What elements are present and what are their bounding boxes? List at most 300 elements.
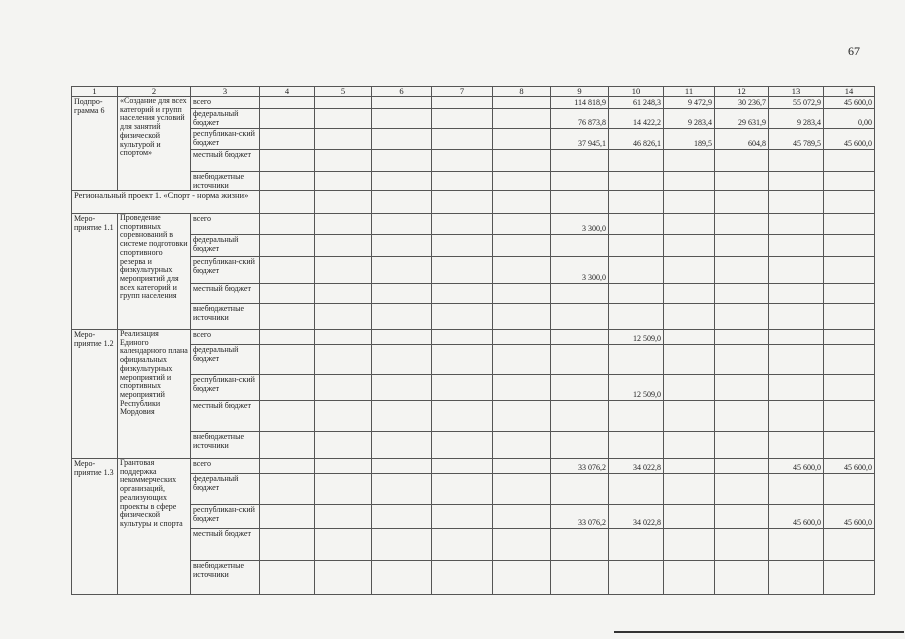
program-value-col-12: 29 631,9 [715,109,769,129]
measure-3-source-label: внебюджетные источники [191,561,260,595]
measure-2-value-col-12 [715,432,769,459]
measure-3-row [72,474,875,505]
measure-2-value-col-13 [769,330,824,345]
measure-2-row [72,401,875,432]
measure-2-value-col-14 [824,432,875,459]
program-row [72,109,875,129]
regional-project-empty-cell [824,191,875,214]
program-value-col-13: 55 072,9 [769,97,824,109]
measure-1-value-col-4 [260,235,315,257]
measure-1-value-col-11 [664,257,715,284]
program-value-col-12 [715,172,769,191]
program-value-col-10 [609,172,664,191]
measure-1-value-col-7 [432,235,493,257]
table-body [72,87,875,595]
program-row [72,97,875,109]
measure-3-value-col-11 [664,505,715,529]
measure-2-value-col-11 [664,375,715,401]
measure-1-value-col-8 [493,214,551,235]
measure-2-value-col-8 [493,401,551,432]
measure-3-value-col-5 [315,459,372,474]
measure-3-value-col-12 [715,459,769,474]
header-cell-4: 4 [260,87,315,97]
measure-1-value-col-7 [432,257,493,284]
header-row [72,87,875,97]
measure-3-value-col-4 [260,529,315,561]
header-cell-11: 11 [664,87,715,97]
measure-3-value-col-6 [372,459,432,474]
measure-2-value-col-9 [551,401,609,432]
measure-2-value-col-4 [260,432,315,459]
measure-2-value-col-10 [609,401,664,432]
program-value-col-13: 9 283,4 [769,109,824,129]
measure-2-value-col-11 [664,330,715,345]
measure-1-value-col-7 [432,214,493,235]
measure-2-value-col-11 [664,432,715,459]
measure-2-source-label: федеральный бюджет [191,345,260,375]
measure-1-source-label: федеральный бюджет [191,235,260,257]
measure-1-value-col-9 [551,284,609,304]
measure-3-value-col-6 [372,474,432,505]
page-number: 67 [848,44,860,58]
program-value-col-12: 30 236,7 [715,97,769,109]
measure-1-row [72,257,875,284]
program-row [72,150,875,172]
measure-3-value-col-14: 45 600,0 [824,505,875,529]
measure-1-value-col-8 [493,304,551,330]
measure-3-value-col-5 [315,529,372,561]
measure-1-value-col-6 [372,257,432,284]
measure-2-source-label: всего [191,330,260,345]
measure-3-value-col-10 [609,561,664,595]
measure-3-value-col-13: 45 600,0 [769,505,824,529]
measure-1-value-col-4 [260,214,315,235]
measure-2-value-col-13 [769,432,824,459]
measure-1-value-col-4 [260,257,315,284]
measure-1-source-label: республикан-ский бюджет [191,257,260,284]
measure-3-row [72,459,875,474]
program-value-col-9 [551,172,609,191]
measure-3-value-col-5 [315,561,372,595]
measure-1-value-col-14 [824,214,875,235]
measure-3-value-col-9: 33 076,2 [551,459,609,474]
header-cell-9: 9 [551,87,609,97]
measure-1-value-col-13 [769,235,824,257]
program-code: Подпро-грамма 6 [72,97,118,191]
measure-1-value-col-13 [769,304,824,330]
program-source-label: федеральный бюджет [191,109,260,129]
program-value-col-8 [493,150,551,172]
measure-1-value-col-5 [315,235,372,257]
measure-2-value-col-10 [609,345,664,375]
measure-3-value-col-9 [551,529,609,561]
program-value-col-5 [315,150,372,172]
regional-project-empty-cell [493,191,551,214]
header-cell-13: 13 [769,87,824,97]
measure-3-value-col-12 [715,529,769,561]
program-value-col-14: 45 600,0 [824,97,875,109]
measure-2-value-col-7 [432,345,493,375]
program-value-col-11: 9 472,9 [664,97,715,109]
measure-2-value-col-5 [315,345,372,375]
measure-3-value-col-13: 45 600,0 [769,459,824,474]
measure-2-value-col-14 [824,345,875,375]
measure-2-value-col-6 [372,401,432,432]
regional-project-empty-cell [609,191,664,214]
program-name: «Создание для всех категорий и групп населения условий для занятий физической культурой и спортом» [118,97,191,191]
header-cell-7: 7 [432,87,493,97]
measure-3-value-col-6 [372,561,432,595]
measure-3-source-label: федеральный бюджет [191,474,260,505]
measure-2-value-col-5 [315,375,372,401]
program-value-col-5 [315,172,372,191]
measure-1-source-label: всего [191,214,260,235]
measure-3-source-label: всего [191,459,260,474]
measure-2-value-col-12 [715,345,769,375]
measure-1-value-col-12 [715,284,769,304]
measure-2-value-col-4 [260,375,315,401]
regional-project-empty-cell [551,191,609,214]
program-value-col-13 [769,172,824,191]
program-row [72,172,875,191]
measure-1-value-col-6 [372,304,432,330]
program-value-col-6 [372,172,432,191]
measure-2-value-col-14 [824,375,875,401]
measure-1-value-col-9 [551,304,609,330]
measure-3-value-col-10 [609,529,664,561]
measure-1-name: Проведение спортивных соревнований в системе подготовки спортивного резерва и физкультурных мероприятий для всех категорий и групп населения [118,214,191,330]
program-value-col-14 [824,150,875,172]
program-value-col-14 [824,172,875,191]
measure-3-value-col-7 [432,529,493,561]
measure-3-value-col-14 [824,561,875,595]
program-value-col-9: 76 873,8 [551,109,609,129]
header-cell-6: 6 [372,87,432,97]
program-value-col-12 [715,150,769,172]
program-value-col-11 [664,172,715,191]
measure-1-value-col-14 [824,235,875,257]
program-value-col-5 [315,109,372,129]
measure-1-value-col-14 [824,257,875,284]
measure-2-value-col-6 [372,330,432,345]
header-cell-10: 10 [609,87,664,97]
measure-1-source-label: внебюджетные источники [191,304,260,330]
regional-project-row [72,191,875,214]
program-value-col-11: 189,5 [664,129,715,150]
measure-2-value-col-9 [551,375,609,401]
program-value-col-7 [432,109,493,129]
program-value-col-10: 14 422,2 [609,109,664,129]
measure-3-value-col-8 [493,505,551,529]
program-value-col-11: 9 283,4 [664,109,715,129]
measure-1-value-col-9: 3 300,0 [551,257,609,284]
measure-3-row [72,505,875,529]
program-value-col-5 [315,129,372,150]
measure-1-value-col-10 [609,284,664,304]
measure-2-value-col-10 [609,432,664,459]
measure-3-value-col-14 [824,529,875,561]
program-value-col-8 [493,97,551,109]
measure-2-value-col-5 [315,330,372,345]
measure-1-value-col-10 [609,214,664,235]
program-value-col-6 [372,129,432,150]
measure-1-value-col-5 [315,257,372,284]
measure-1-value-col-5 [315,214,372,235]
program-value-col-7 [432,172,493,191]
measure-2-value-col-6 [372,432,432,459]
measure-1-value-col-13 [769,284,824,304]
measure-1-value-col-14 [824,284,875,304]
measure-3-source-label: республикан-ский бюджет [191,505,260,529]
measure-1-value-col-6 [372,284,432,304]
program-value-col-6 [372,109,432,129]
program-value-col-4 [260,129,315,150]
program-value-col-4 [260,97,315,109]
measure-3-value-col-12 [715,561,769,595]
measure-2-value-col-5 [315,432,372,459]
program-value-col-11 [664,150,715,172]
program-value-col-9 [551,150,609,172]
program-value-col-8 [493,172,551,191]
measure-2-row [72,330,875,345]
program-value-col-6 [372,150,432,172]
program-value-col-12: 604,8 [715,129,769,150]
measure-2-value-col-7 [432,401,493,432]
measure-1-value-col-6 [372,235,432,257]
measure-1-value-col-10 [609,257,664,284]
measure-3-value-col-4 [260,505,315,529]
measure-1-value-col-10 [609,304,664,330]
measure-2-value-col-12 [715,401,769,432]
measure-2-value-col-6 [372,345,432,375]
program-value-col-10: 46 826,1 [609,129,664,150]
measure-2-value-col-11 [664,401,715,432]
measure-2-value-col-7 [432,375,493,401]
header-cell-8: 8 [493,87,551,97]
program-value-col-5 [315,97,372,109]
measure-1-row [72,304,875,330]
page-bottom-rule [614,631,904,633]
measure-2-value-col-8 [493,432,551,459]
measure-1-value-col-11 [664,235,715,257]
measure-2-value-col-8 [493,330,551,345]
measure-3-value-col-8 [493,561,551,595]
measure-1-value-col-11 [664,304,715,330]
measure-3-value-col-13 [769,529,824,561]
program-value-col-10: 61 248,3 [609,97,664,109]
measure-1-value-col-7 [432,304,493,330]
measure-1-value-col-8 [493,284,551,304]
measure-2-value-col-9 [551,330,609,345]
measure-2-source-label: внебюджетные источники [191,432,260,459]
measure-2-value-col-4 [260,401,315,432]
measure-1-value-col-9: 3 300,0 [551,214,609,235]
program-value-col-9: 114 818,9 [551,97,609,109]
measure-1-value-col-13 [769,257,824,284]
measure-2-value-col-6 [372,375,432,401]
measure-2-value-col-8 [493,345,551,375]
measure-2-value-col-7 [432,330,493,345]
measure-2-row [72,375,875,401]
measure-2-value-col-5 [315,401,372,432]
program-value-col-13 [769,150,824,172]
measure-3-value-col-14: 45 600,0 [824,459,875,474]
regional-project-empty-cell [372,191,432,214]
program-value-col-8 [493,129,551,150]
measure-3-value-col-12 [715,474,769,505]
measure-3-value-col-4 [260,474,315,505]
measure-3-value-col-8 [493,529,551,561]
measure-3-value-col-12 [715,505,769,529]
measure-1-value-col-6 [372,214,432,235]
program-value-col-14: 0,00 [824,109,875,129]
measure-1-value-col-5 [315,304,372,330]
header-cell-1: 1 [72,87,118,97]
program-value-col-8 [493,109,551,129]
measure-3-value-col-9 [551,474,609,505]
budget-table [71,86,875,595]
measure-1-row [72,214,875,235]
header-cell-3: 3 [191,87,260,97]
regional-project-empty-cell [769,191,824,214]
measure-3-value-col-13 [769,474,824,505]
measure-2-value-col-8 [493,375,551,401]
measure-2-code: Меро-приятие 1.2 [72,330,118,459]
measure-3-value-col-11 [664,474,715,505]
measure-1-value-col-12 [715,235,769,257]
measure-1-value-col-10 [609,235,664,257]
measure-1-value-col-11 [664,284,715,304]
measure-2-value-col-12 [715,330,769,345]
measure-1-value-col-13 [769,214,824,235]
program-value-col-10 [609,150,664,172]
program-value-col-6 [372,97,432,109]
measure-2-source-label: местный бюджет [191,401,260,432]
measure-3-value-col-4 [260,561,315,595]
measure-2-value-col-14 [824,330,875,345]
measure-2-value-col-4 [260,345,315,375]
regional-project-empty-cell [315,191,372,214]
measure-3-value-col-10 [609,474,664,505]
program-row [72,129,875,150]
measure-1-row [72,235,875,257]
measure-3-row [72,529,875,561]
measure-2-value-col-13 [769,345,824,375]
measure-1-value-col-4 [260,284,315,304]
regional-project-empty-cell [432,191,493,214]
measure-3-value-col-7 [432,561,493,595]
measure-3-value-col-11 [664,459,715,474]
measure-3-value-col-11 [664,529,715,561]
program-value-col-4 [260,172,315,191]
header-cell-5: 5 [315,87,372,97]
measure-3-value-col-6 [372,529,432,561]
measure-3-value-col-10: 34 022,8 [609,459,664,474]
measure-1-code: Меро-приятие 1.1 [72,214,118,330]
measure-1-value-col-8 [493,235,551,257]
measure-3-code: Меро-приятие 1.3 [72,459,118,595]
program-value-col-7 [432,150,493,172]
measure-3-value-col-13 [769,561,824,595]
measure-3-value-col-9 [551,561,609,595]
measure-2-source-label: республикан-ский бюджет [191,375,260,401]
regional-project-empty-cell [664,191,715,214]
measure-1-source-label: местный бюджет [191,284,260,304]
measure-3-value-col-8 [493,474,551,505]
measure-3-value-col-7 [432,474,493,505]
measure-3-value-col-11 [664,561,715,595]
measure-1-value-col-5 [315,284,372,304]
regional-project-empty-cell [260,191,315,214]
measure-1-value-col-12 [715,214,769,235]
measure-3-value-col-6 [372,505,432,529]
program-value-col-7 [432,129,493,150]
regional-project-title: Региональный проект 1. «Спорт - норма жизни» [72,191,260,214]
measure-1-row [72,284,875,304]
measure-2-value-col-10: 12 509,0 [609,375,664,401]
measure-3-name: Грантовая поддержка некоммерческих организаций, реализующих проекты в сфере физической культуры и спорта [118,459,191,595]
program-value-col-4 [260,109,315,129]
measure-1-value-col-14 [824,304,875,330]
measure-2-value-col-11 [664,345,715,375]
measure-1-value-col-12 [715,257,769,284]
measure-2-value-col-9 [551,345,609,375]
header-cell-12: 12 [715,87,769,97]
measure-2-row [72,432,875,459]
measure-2-value-col-13 [769,375,824,401]
measure-2-value-col-7 [432,432,493,459]
program-value-col-9: 37 945,1 [551,129,609,150]
measure-2-value-col-14 [824,401,875,432]
measure-2-value-col-13 [769,401,824,432]
program-source-label: республикан-ский бюджет [191,129,260,150]
header-cell-14: 14 [824,87,875,97]
regional-project-empty-cell [715,191,769,214]
program-value-col-4 [260,150,315,172]
measure-2-name: Реализация Единого календарного плана официальных физкультурных мероприятий и спортивных мероприятий Республики Мордовия [118,330,191,459]
measure-3-value-col-5 [315,474,372,505]
measure-3-value-col-8 [493,459,551,474]
header-cell-2: 2 [118,87,191,97]
measure-1-value-col-7 [432,284,493,304]
measure-1-value-col-12 [715,304,769,330]
measure-3-value-col-7 [432,459,493,474]
measure-3-source-label: местный бюджет [191,529,260,561]
measure-2-value-col-12 [715,375,769,401]
program-value-col-14: 45 600,0 [824,129,875,150]
program-source-label: всего [191,97,260,109]
measure-3-value-col-14 [824,474,875,505]
measure-2-value-col-4 [260,330,315,345]
program-source-label: местный бюджет [191,150,260,172]
measure-1-value-col-11 [664,214,715,235]
measure-3-value-col-5 [315,505,372,529]
measure-2-value-col-9 [551,432,609,459]
program-value-col-7 [432,97,493,109]
measure-1-value-col-8 [493,257,551,284]
measure-3-value-col-4 [260,459,315,474]
measure-2-row [72,345,875,375]
measure-1-value-col-9 [551,235,609,257]
program-value-col-13: 45 789,5 [769,129,824,150]
measure-3-row [72,561,875,595]
measure-3-value-col-10: 34 022,8 [609,505,664,529]
program-source-label: внебюджетные источники [191,172,260,191]
measure-3-value-col-7 [432,505,493,529]
measure-3-value-col-9: 33 076,2 [551,505,609,529]
measure-1-value-col-4 [260,304,315,330]
measure-2-value-col-10: 12 509,0 [609,330,664,345]
